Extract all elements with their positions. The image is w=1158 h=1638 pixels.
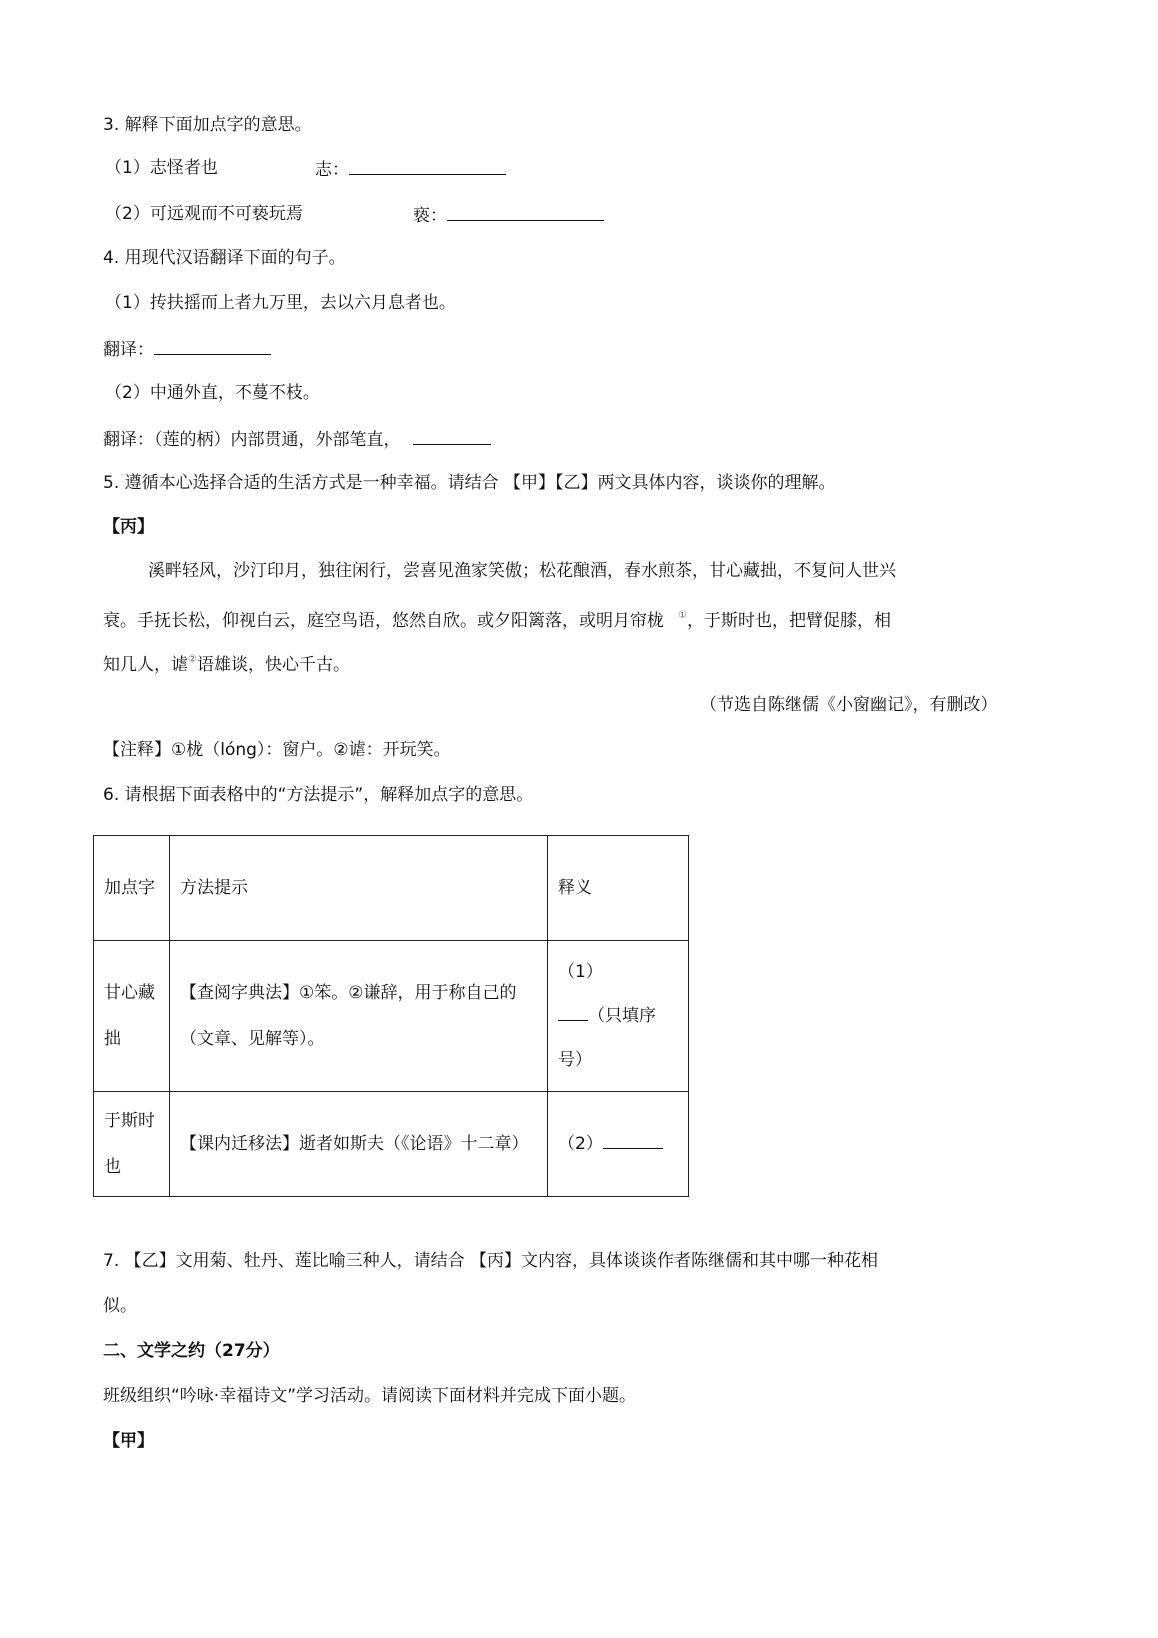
q3-item2-label: 亵： bbox=[413, 206, 447, 226]
passage-notes: 【注释】①栊（lóng）：窗户。②谑：开玩笑。 bbox=[103, 740, 451, 760]
answer-prefix: （2） bbox=[558, 1134, 603, 1154]
answer-blank[interactable] bbox=[558, 1002, 588, 1021]
passage-line-1: 溪畔轻风，沙汀印月，独往闲行，尝喜见渔家笑傲；松花酿酒，春水煎茶，甘心藏拙，不复问人世兴 bbox=[148, 561, 896, 581]
passage-line-3 bbox=[103, 648, 350, 677]
q4-item1: （1）抟扶摇而上者九万里，去以六月息者也。 bbox=[105, 293, 456, 313]
q3-item1 bbox=[105, 156, 218, 180]
passage-line-2a: 衰。手抚长松，仰视白云，庭空鸟语，悠然自欣。或夕阳篱落，或明月帘栊 bbox=[103, 611, 664, 631]
table-cell-word: 甘心藏拙 bbox=[94, 941, 170, 1092]
table-cell-answer bbox=[548, 941, 689, 1092]
q3-item2-answer bbox=[413, 202, 604, 228]
q4-stem: 4. 用现代汉语翻译下面的句子。 bbox=[103, 248, 346, 268]
passage-line-2 bbox=[103, 604, 891, 633]
q3-item1-label: 志： bbox=[315, 160, 349, 180]
q4-item2-label: 翻译：（莲的柄）内部贯通，外部笔直， bbox=[103, 430, 401, 450]
section-intro: 班级组织“吟咏·幸福诗文”学习活动。请阅读下面材料并完成下面小题。 bbox=[103, 1386, 637, 1406]
table-cell-method: 【查阅字典法】①笨。②谦辞，用于称自己的（文章、见解等）。 bbox=[170, 941, 548, 1092]
method-table bbox=[93, 835, 689, 1197]
table-header-meaning: 释义 bbox=[548, 836, 689, 941]
answer-suffix: （只填序号） bbox=[558, 1006, 656, 1070]
q4-item1-label: 翻译： bbox=[103, 340, 154, 360]
passage-line-3b: 语雄谈，快心千古。 bbox=[196, 655, 350, 675]
q3-item1-answer bbox=[315, 156, 506, 182]
q6-stem: 6. 请根据下面表格中的“方法提示”，解释加点字的意思。 bbox=[103, 785, 534, 805]
q7-line-2: 似。 bbox=[103, 1296, 137, 1316]
table-row bbox=[94, 1092, 689, 1197]
passage-line-2b: ，于斯时也，把臂促膝，相 bbox=[686, 611, 891, 631]
passage-source: （节选自陈继儒《小窗幽记》，有删改） bbox=[700, 695, 998, 715]
answer-blank[interactable] bbox=[603, 1130, 663, 1149]
q3-stem: 3. 解释下面加点字的意思。 bbox=[103, 115, 312, 135]
answer-blank[interactable] bbox=[447, 202, 604, 221]
table-cell-answer bbox=[548, 1092, 689, 1197]
answer-blank[interactable] bbox=[154, 336, 271, 355]
q5-stem: 5. 遵循本心选择合适的生活方式是一种幸福。请结合 【甲】【乙】两文具体内容，谈谈你的理解。 bbox=[103, 473, 836, 493]
answer-blank[interactable] bbox=[349, 156, 506, 175]
table-cell-word: 于斯时也 bbox=[94, 1092, 170, 1197]
table-header-row bbox=[94, 836, 689, 941]
table-cell-method: 【课内迁移法】逝者如斯夫（《论语》十二章） bbox=[170, 1092, 548, 1197]
material-heading: 【甲】 bbox=[103, 1431, 154, 1451]
note-marker-2: ② bbox=[188, 654, 197, 665]
passage-heading: 【丙】 bbox=[103, 517, 154, 537]
q4-item2: （2）中通外直，不蔓不枝。 bbox=[105, 383, 320, 403]
q4-item2-answer bbox=[103, 426, 491, 452]
q4-item1-answer bbox=[103, 336, 271, 362]
section-title: 二、文学之约（27分） bbox=[103, 1341, 280, 1361]
note-marker-1: ① bbox=[678, 610, 687, 621]
q3-item1-text: （1）志怪者也 bbox=[105, 158, 218, 178]
q3-item2 bbox=[105, 202, 303, 226]
table-row bbox=[94, 941, 689, 1092]
answer-prefix: （1） bbox=[558, 962, 603, 982]
table-header-method: 方法提示 bbox=[170, 836, 548, 941]
table-header-word: 加点字 bbox=[94, 836, 170, 941]
passage-line-3a: 知几人，谑 bbox=[103, 655, 188, 675]
q3-item2-text: （2）可远观而不可亵玩焉 bbox=[105, 204, 303, 224]
q7-line-1: 7. 【乙】文用菊、牡丹、莲比喻三种人，请结合 【丙】文内容，具体谈谈作者陈继儒和其中哪一种花相 bbox=[103, 1251, 879, 1271]
answer-blank[interactable] bbox=[413, 426, 491, 445]
